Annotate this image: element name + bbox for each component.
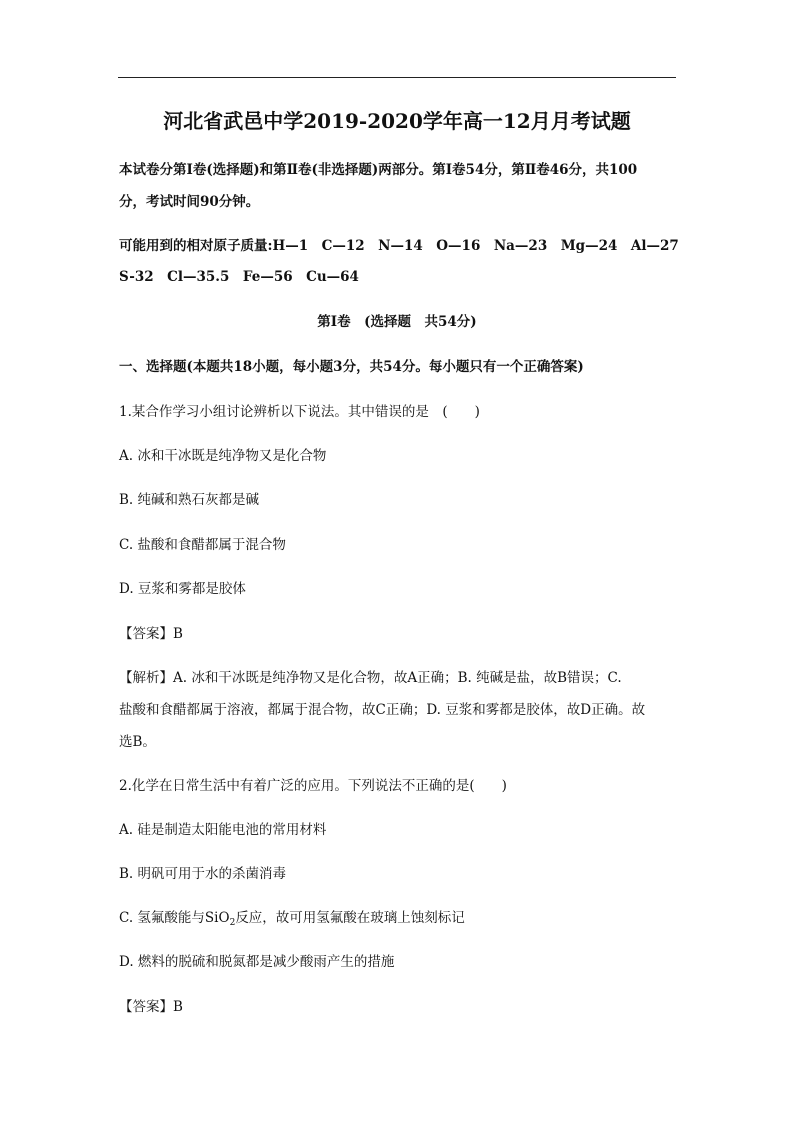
q2-option-c-prefix: C. 氢氟酸能与SiO (119, 910, 230, 926)
q1-option-b: B. 纯碱和熟石灰都是碱 (119, 492, 260, 508)
part1-header: 第Ⅰ卷 (选择题 共54分) (317, 314, 477, 330)
q1-option-a: A. 冰和干冰既是纯净物又是化合物 (119, 448, 327, 464)
intro-line-1: 本试卷分第Ⅰ卷(选择题)和第Ⅱ卷(非选择题)两部分。第Ⅰ卷54分，第Ⅱ卷46分，共100 (119, 162, 638, 178)
q2-answer: 【答案】B (119, 999, 183, 1015)
q2-option-c (119, 906, 465, 928)
q1-analysis-line-3: 选B。 (119, 734, 156, 750)
q1-analysis-line-1: 【解析】A. 冰和干冰既是纯净物又是化合物，故A正确；B. 纯碱是盐，故B错误；C. (119, 670, 622, 686)
q2-option-c-subscript: 2 (229, 918, 236, 928)
q2-stem: 2.化学在日常生活中有着广泛的应用。下列说法不正确的是( ) (119, 778, 507, 794)
q2-option-b: B. 明矾可用于水的杀菌消毒 (119, 866, 287, 882)
atomic-masses-line-2: S-32 Cl—35.5 Fe—56 Cu—64 (119, 269, 359, 285)
section1-header: 一、选择题(本题共18小题，每小题3分，共54分。每小题只有一个正确答案) (119, 359, 584, 375)
q1-option-d: D. 豆浆和雾都是胶体 (119, 581, 246, 597)
q1-answer: 【答案】B (119, 626, 183, 642)
q2-option-d: D. 燃料的脱硫和脱氮都是减少酸雨产生的措施 (119, 954, 395, 970)
intro-line-2: 分，考试时间90分钟。 (119, 194, 260, 210)
q1-stem: 1.某合作学习小组讨论辨析以下说法。其中错误的是 ( ) (119, 404, 480, 420)
q2-option-c-suffix: 反应，故可用氢氟酸在玻璃上蚀刻标记 (235, 910, 465, 926)
exam-title: 河北省武邑中学2019-2020学年高一12月月考试题 (163, 109, 631, 133)
header-rule (118, 77, 676, 78)
q1-analysis-line-2: 盐酸和食醋都属于溶液，都属于混合物，故C正确；D. 豆浆和雾都是胶体，故D正确。故 (119, 702, 646, 718)
atomic-masses-line-1: 可能用到的相对原子质量:H—1 C—12 N—14 O—16 Na—23 Mg—24 Al—27 (119, 238, 679, 254)
q2-option-a: A. 硅是制造太阳能电池的常用材料 (119, 822, 327, 838)
q1-option-c: C. 盐酸和食醋都属于混合物 (119, 537, 286, 553)
